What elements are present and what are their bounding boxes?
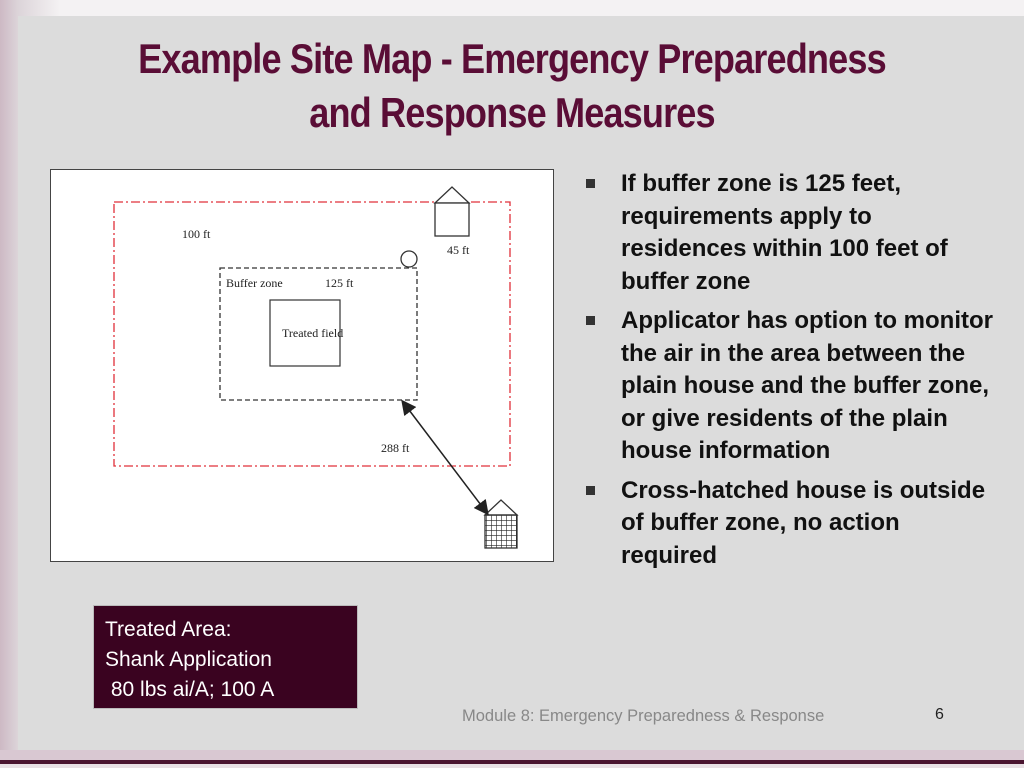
treated-area-line-1: Treated Area: — [105, 618, 232, 641]
bullet-text: Applicator has option to monitor the air in the area between the plain house and the buffer zone, or give residents of the plain house information — [621, 307, 993, 464]
label-125ft: 125 ft — [325, 276, 354, 290]
monitor-point-icon — [401, 251, 417, 267]
page-number: 6 — [935, 706, 944, 723]
title-line-1: Example Site Map - Emergency Preparedness — [138, 35, 886, 82]
label-buffer-zone: Buffer zone — [226, 276, 283, 290]
footer-module: Module 8: Emergency Preparedness & Response — [462, 707, 825, 725]
site-map — [50, 169, 554, 562]
treated-area-box — [93, 605, 358, 709]
label-treated-field: Treated field — [282, 326, 344, 340]
bullet-list — [586, 168, 996, 579]
square-bullet-icon — [586, 486, 595, 495]
distance-arrow-288ft — [403, 402, 487, 513]
treated-area-line-2: Shank Application — [105, 648, 272, 671]
title-line-2: and Response Measures — [309, 89, 715, 136]
bullet-item — [586, 168, 996, 298]
bullet-item — [586, 305, 996, 468]
bullet-text: Cross-hatched house is outside of buffer zone, no action required — [621, 476, 986, 569]
site-map-drawing — [51, 170, 555, 563]
square-bullet-icon — [586, 179, 595, 188]
treated-area-line-3: 80 lbs ai/A; 100 A — [105, 678, 275, 701]
label-100ft: 100 ft — [182, 227, 211, 241]
slide-title — [89, 32, 935, 140]
bottom-bar — [0, 750, 1024, 768]
bullet-item — [586, 475, 996, 573]
bullet-text: If buffer zone is 125 feet, requirements apply to residences within 100 feet of buffer zone — [621, 170, 948, 295]
label-288ft: 288 ft — [381, 441, 410, 455]
label-45ft: 45 ft — [447, 243, 470, 257]
plain-house-icon — [435, 187, 469, 236]
cross-hatched-house-icon — [485, 500, 517, 548]
square-bullet-icon — [586, 316, 595, 325]
